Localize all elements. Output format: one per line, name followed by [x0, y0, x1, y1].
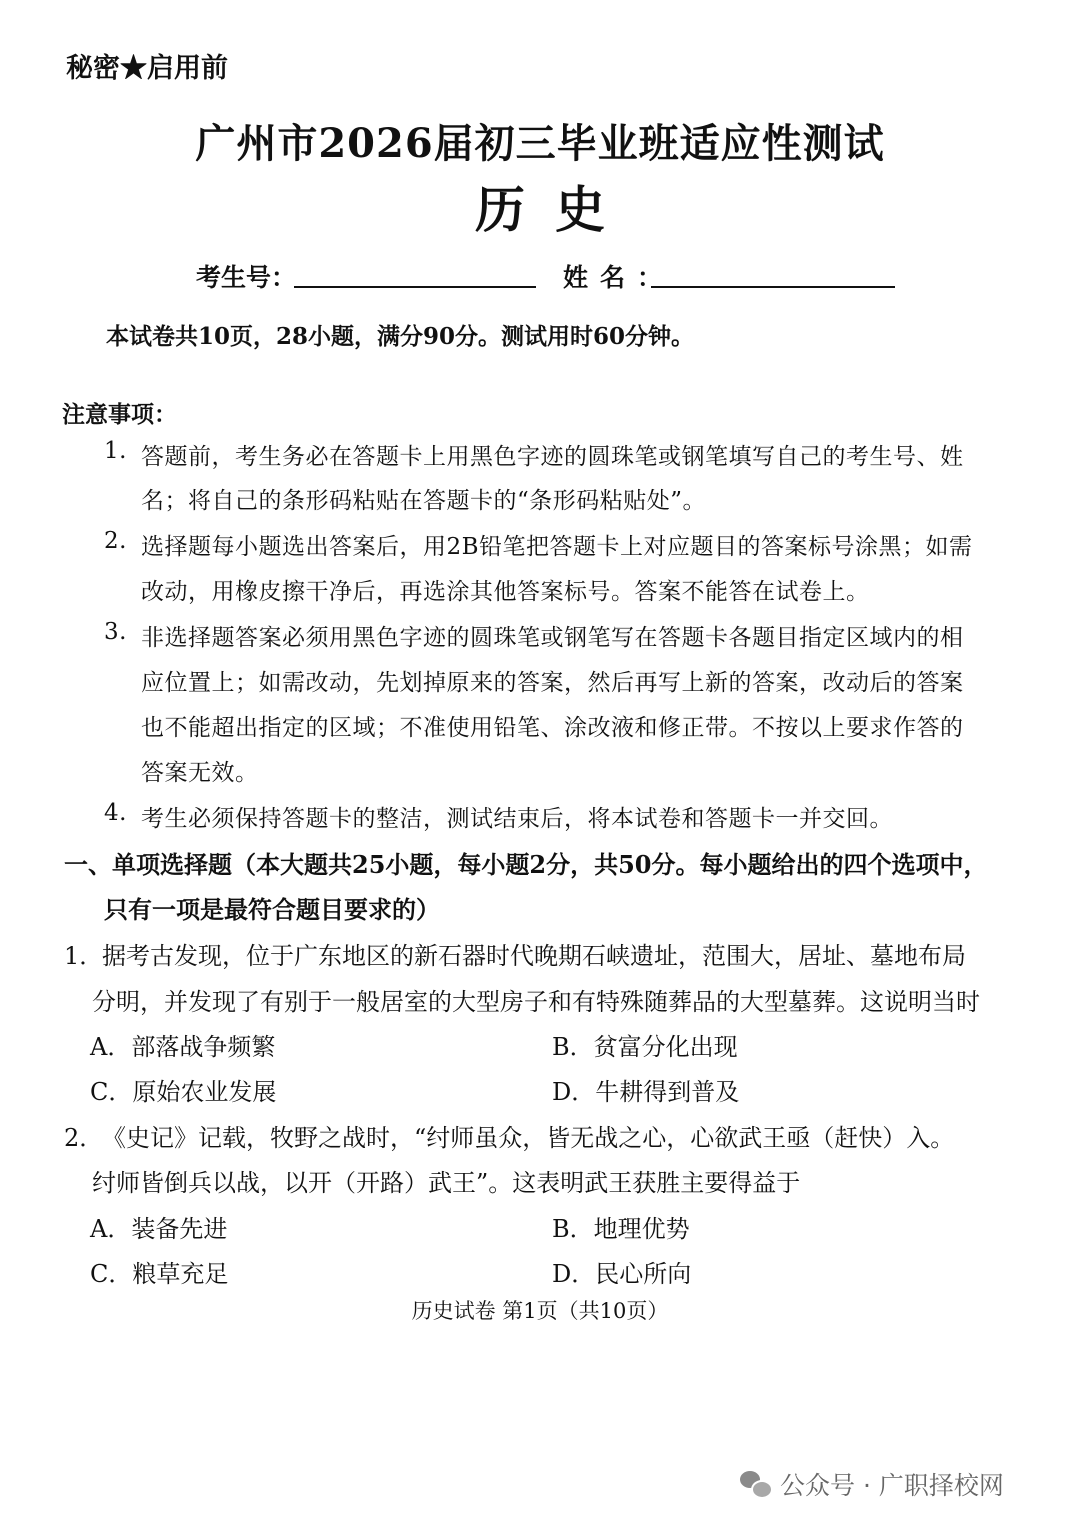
note-number: 1.	[104, 438, 127, 464]
note-text: 答案无效。	[141, 760, 259, 786]
option-d: D．民心所向	[552, 1260, 692, 1288]
question-stem: 分明，并发现了有别于一般居室的大型房子和有特殊随葬品的大型墓葬。这说明当时	[92, 988, 980, 1016]
option-c: C．原始农业发展	[90, 1078, 277, 1106]
exam-title: 广州市2026届初三毕业班适应性测试	[195, 120, 885, 167]
note-text: 名；将自己的条形码粘贴在答题卡的“条形码粘贴处”。	[141, 488, 707, 514]
note-text: 改动，用橡皮擦干净后，再选涂其他答案标号。答案不能答在试卷上。	[141, 579, 870, 605]
question-number: 1．	[64, 942, 104, 970]
option-b: B．贫富分化出现	[552, 1033, 738, 1061]
option-a: A．装备先进	[90, 1215, 228, 1243]
name-blank	[651, 286, 895, 288]
subject-title: 历史	[475, 180, 635, 239]
note-text: 考生必须保持答题卡的整洁，测试结束后，将本试卷和答题卡一并交回。	[141, 806, 893, 832]
watermark-text: 公众号 · 广职择校网	[780, 1471, 1004, 1500]
page-footer: 历史试卷 第1页（共10页）	[411, 1299, 669, 1323]
question-stem: 据考古发现，位于广东地区的新石器时代晚期石峡遗址，范围大，居址、墓地布局	[102, 942, 966, 970]
section-heading: 一、单项选择题（本大题共25小题，每小题2分，共50分。每小题给出的四个选项中，	[64, 850, 988, 879]
option-d: D．牛耕得到普及	[552, 1078, 740, 1106]
wechat-icon	[740, 1471, 770, 1497]
note-text: 应位置上；如需改动，先划掉原来的答案，然后再写上新的答案，改动后的答案	[141, 670, 964, 696]
note-text: 也不能超出指定的区域；不准使用铅笔、涂改液和修正带。不按以上要求作答的	[141, 715, 964, 741]
option-c: C．粮草充足	[90, 1260, 229, 1288]
note-number: 2.	[104, 528, 127, 554]
name-label: 姓名：	[563, 263, 675, 292]
note-text: 非选择题答案必须用黑色字迹的圆珠笔或钢笔写在答题卡各题目指定区域内的相	[141, 625, 964, 651]
note-text: 答题前，考生务必在答题卡上用黑色字迹的圆珠笔或钢笔填写自己的考生号、姓	[141, 444, 964, 470]
question-number: 2．	[64, 1124, 104, 1152]
confidential-mark: 秘密★启用前	[66, 53, 228, 84]
exam-number-blank	[294, 286, 536, 288]
watermark	[740, 1466, 1004, 1502]
note-number: 3.	[104, 619, 127, 645]
notes-heading: 注意事项：	[62, 401, 177, 428]
section-heading-cont: 只有一项是最符合题目要求的）	[104, 895, 440, 924]
note-text: 选择题每小题选出答案后，用2B铅笔把答题卡上对应题目的答案标号涂黑；如需	[141, 534, 973, 560]
question-stem: 纣师皆倒兵以战，以开（开路）武王”。这表明武王获胜主要得益于	[92, 1169, 801, 1197]
exam-info: 本试卷共10页，28小题，满分90分。测试用时60分钟。	[106, 323, 695, 350]
exam-number-label: 考生号：	[196, 263, 297, 292]
option-b: B．地理优势	[552, 1215, 690, 1243]
option-a: A．部落战争频繁	[90, 1033, 276, 1061]
note-number: 4.	[104, 800, 127, 826]
question-stem: 《史记》记载，牧野之战时，“纣师虽众，皆无战之心，心欲武王亟（赶快）入。	[102, 1124, 955, 1152]
